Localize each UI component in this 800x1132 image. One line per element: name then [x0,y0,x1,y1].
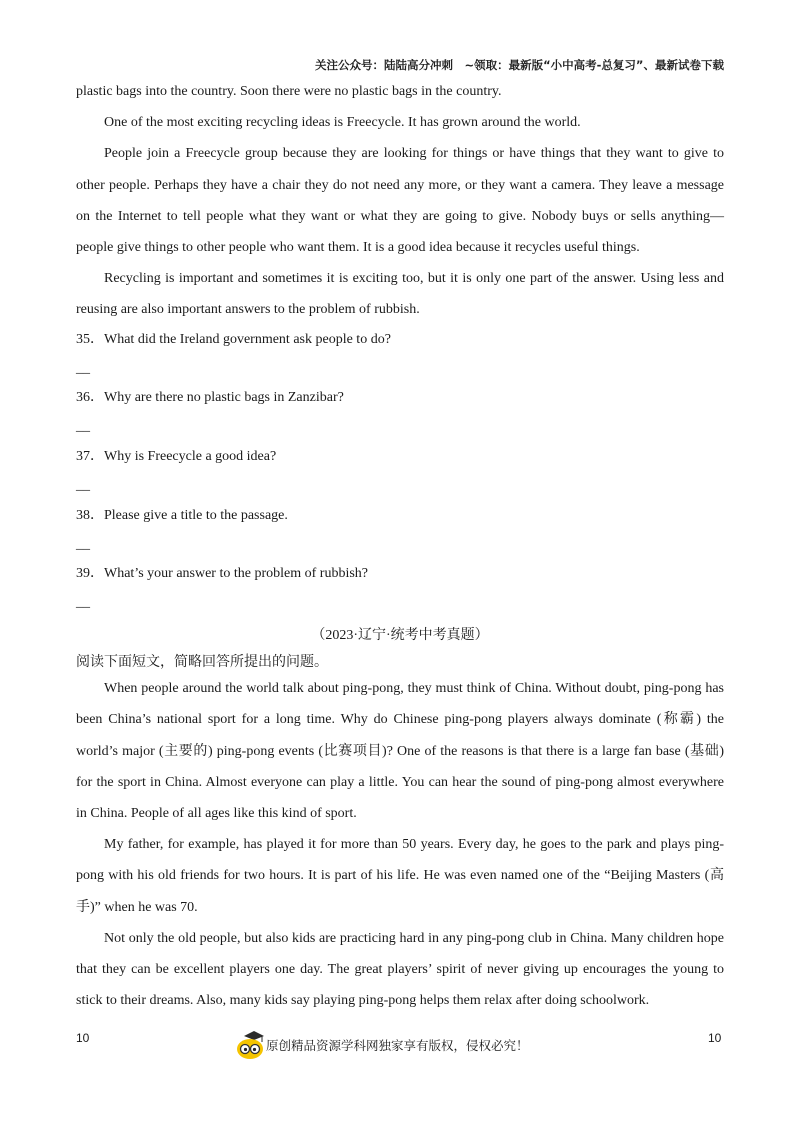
answer-blank-37[interactable]: __ [76,478,90,494]
answer-blank-38[interactable]: __ [76,536,90,552]
page-number-left: 10 [76,1031,90,1045]
header-note: 关注公众号：陆陆高分冲刺 ~领取：最新版“小中高考-总复习”、最新试卷下载 [314,58,724,72]
passage-paragraph: One of the most exciting recycling ideas is Freecycle. It has grown around the world. [104,115,581,131]
owl-logo-icon [236,1030,264,1060]
question-36: 36．Why are there no plastic bags in Zanzibar? [76,390,344,406]
passage2-paragraph: When people around the world talk about ping-pong, they must think of China. Without doubt, ping-pong has been China’s national sport for a long time. Why do Chinese ping-pong players always dominate (称霸) the world’s major (主要的) ping-pong events (比赛项目)? One of the reasons is that there is a large fan base (基础) for the sport in China. Almost everyone can play a little. You can hear the sound of ping-pong almost everywhere in China. People of all ages like this kind of sport. [76,681,724,821]
passage2-paragraph: My father, for example, has played it for more than 50 years. Every day, he goes to the park and plays ping-pong with his old friends for two hours. It is part of his life. He was even named one of the “Beijing Masters (高手)” when he was 70. [76,837,724,915]
question-39: 39．What’s your answer to the problem of rubbish? [76,566,368,582]
passage-continuation: plastic bags into the country. Soon there were no plastic bags in the country. [76,84,502,99]
section-instruction: 阅读下面短文，简略回答所提出的问题。 [76,654,328,671]
section-source: （2023·辽宁·统考中考真题） [311,628,489,644]
copyright-text: 原创精品资源学科网独家享有版权，侵权必究！ [266,1038,529,1053]
answer-blank-35[interactable]: __ [76,360,90,376]
answer-blank-39[interactable]: __ [76,595,90,611]
page-number-right: 10 [708,1031,722,1045]
passage2-paragraph: Not only the old people, but also kids are practicing hard in any ping-pong club in China. Many children hope that they can be excellent players one day. The great players’ spirit of never giving up encourages the young to stick to their dreams. Also, many kids say playing ping-pong helps them relax after doing schoolwork. [76,930,724,1009]
question-38: 38．Please give a title to the passage. [76,507,288,523]
answer-blank-36[interactable]: __ [76,419,90,435]
passage-paragraph: People join a Freecycle group because they are looking for things or have things that they want to give to other people. Perhaps they have a chair they do not need any more, or they want a camera. They leave a message on the Internet to tell people what they want or what they are going to give. Nobody buys or sells anything—people give things to other people who want them. It is a good idea because it recycles useful things. [76,146,724,256]
document-body [76,76,724,1016]
passage-paragraph: Recycling is important and sometimes it is exciting too, but it is only one part of the answer. Using less and reusing are also important answers to the problem of rubbish. [76,271,724,318]
question-37: 37．Why is Freecycle a good idea? [76,449,277,465]
question-35: 35．What did the Ireland government ask people to do? [76,331,391,347]
footer-copyright [236,1030,529,1060]
